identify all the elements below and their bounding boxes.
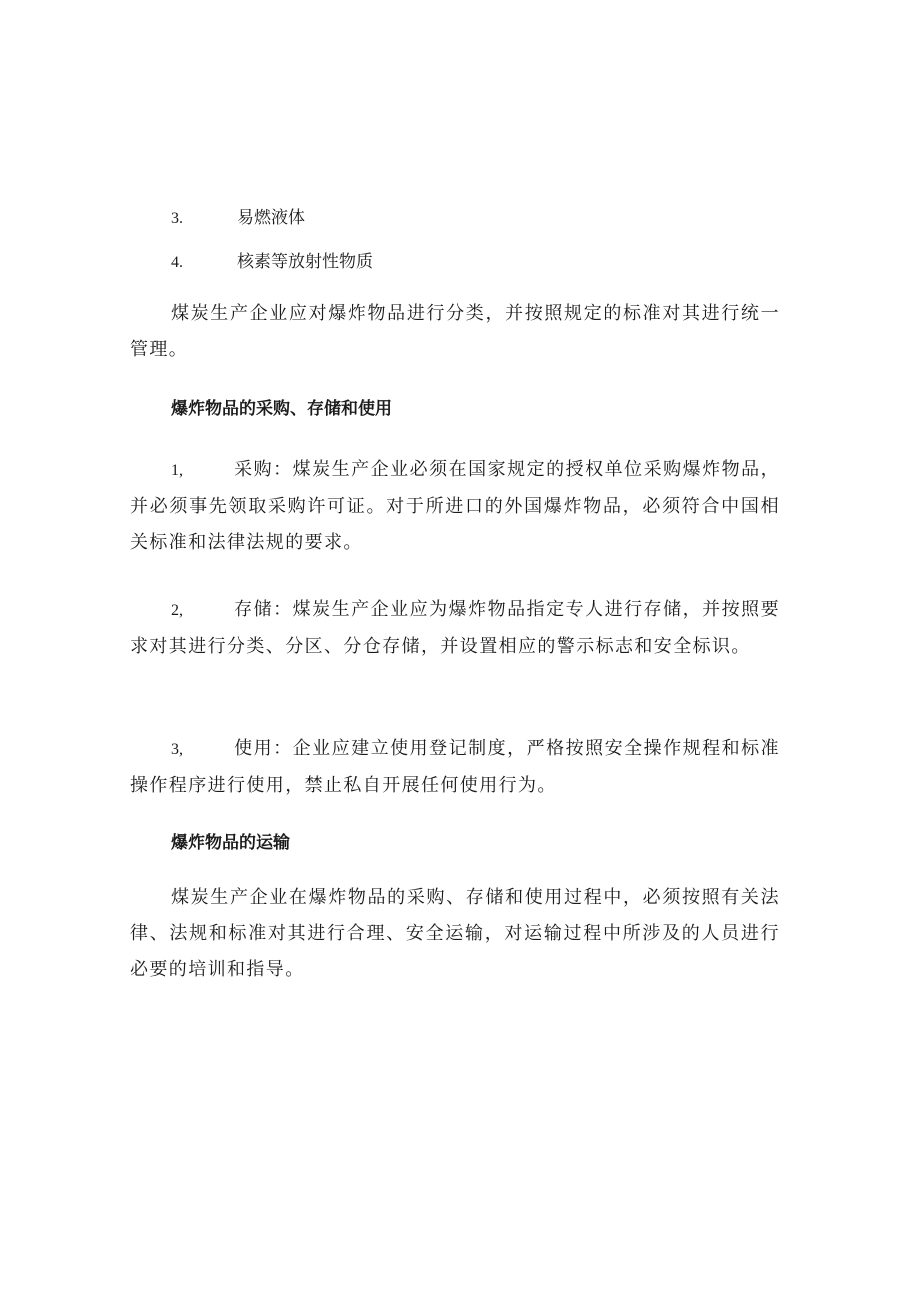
item-number: 3, <box>171 741 183 758</box>
paragraph-procurement <box>130 452 780 561</box>
item-text: 采购：煤炭生产企业必须在国家规定的授权单位采购爆炸物品，并必须事先领取采购许可证。对于所进口的外国爆炸物品，必须符合中国相关标准和法律法规的要求。 <box>130 459 780 553</box>
item-number: 1, <box>171 462 183 479</box>
intro-paragraph: 煤炭生产企业应对爆炸物品进行分类，并按照规定的标准对其进行统一管理。 <box>130 303 780 360</box>
section-heading-procurement: 爆炸物品的采购、存储和使用 <box>171 399 392 419</box>
paragraph-usage <box>130 731 780 804</box>
item-text: 存储：煤炭生产企业应为爆炸物品指定专人进行存储，并按照要求对其进行分类、分区、分仓存储，并设置相应的警示标志和安全标识。 <box>130 599 780 657</box>
section-heading-transport: 爆炸物品的运输 <box>171 833 290 853</box>
item-text: 使用：企业应建立使用登记制度，严格按照安全操作规程和标准操作程序进行使用，禁止私自开展任何使用行为。 <box>130 738 780 796</box>
list-item-flammable-liquid <box>171 206 305 231</box>
list-number: 4. <box>171 254 183 271</box>
list-text: 易燃液体 <box>237 208 305 228</box>
list-text: 核素等放射性物质 <box>237 252 373 272</box>
paragraph-storage <box>130 592 780 665</box>
paragraph-transport: 煤炭生产企业在爆炸物品的采购、存储和使用过程中，必须按照有关法律、法规和标准对其进行合理、安全运输，对运输过程中所涉及的人员进行必要的培训和指导。 <box>130 887 780 980</box>
list-item-radioactive <box>171 250 373 275</box>
item-number: 2, <box>171 602 183 619</box>
list-number: 3. <box>171 210 183 227</box>
